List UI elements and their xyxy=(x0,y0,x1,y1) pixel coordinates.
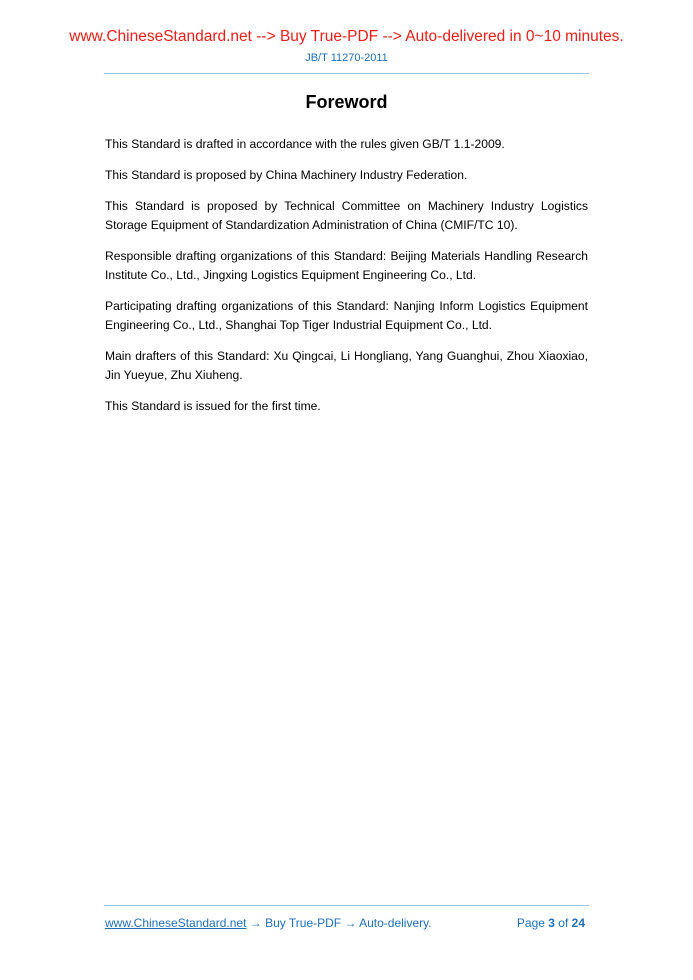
paragraph: This Standard is proposed by Technical Committee on Machinery Industry Logistics Storage Equipment of Standardization Administration of China (CMIF/TC 10). xyxy=(105,199,588,232)
paragraph: This Standard is proposed by China Machinery Industry Federation. xyxy=(105,168,468,182)
paragraph: Responsible drafting organizations of this Standard: Beijing Materials Handling Research Institute Co., Ltd., Jingxing Logistics Equipment Engineering Co., Ltd. xyxy=(105,249,588,282)
footer-divider xyxy=(104,905,589,906)
foreword-body xyxy=(105,135,588,428)
page-footer xyxy=(105,916,585,930)
page-indicator xyxy=(517,916,585,930)
standard-code: JB/T 11270-2011 xyxy=(305,52,388,64)
paragraph: Main drafters of this Standard: Xu Qingcai, Li Hongliang, Yang Guanghui, Zhou Xiaoxiao, Jin Yueyue, Zhu Xiuheng. xyxy=(105,349,588,382)
paragraph: This Standard is issued for the first time. xyxy=(105,399,321,413)
page-total: 24 xyxy=(571,916,585,930)
site-link[interactable]: www.ChineseStandard.net xyxy=(105,916,247,930)
header-divider xyxy=(104,73,589,74)
page-title: Foreword xyxy=(305,92,388,112)
page-prefix: Page xyxy=(516,916,549,930)
page-current: 3 xyxy=(548,916,555,930)
footer-tagline: → Buy True-PDF → Auto-delivery. xyxy=(246,916,432,930)
paragraph: This Standard is drafted in accordance with the rules given GB/T 1.1-2009. xyxy=(105,137,505,151)
page-of: of xyxy=(554,916,572,930)
promo-banner[interactable]: www.ChineseStandard.net --> Buy True-PDF --> Auto-delivered in 0~10 minutes. xyxy=(69,28,624,45)
paragraph: Participating drafting organizations of this Standard: Nanjing Inform Logistics Equipment Engineering Co., Ltd., Shanghai Top Tiger Industrial Equipment Co., Ltd. xyxy=(105,299,588,332)
